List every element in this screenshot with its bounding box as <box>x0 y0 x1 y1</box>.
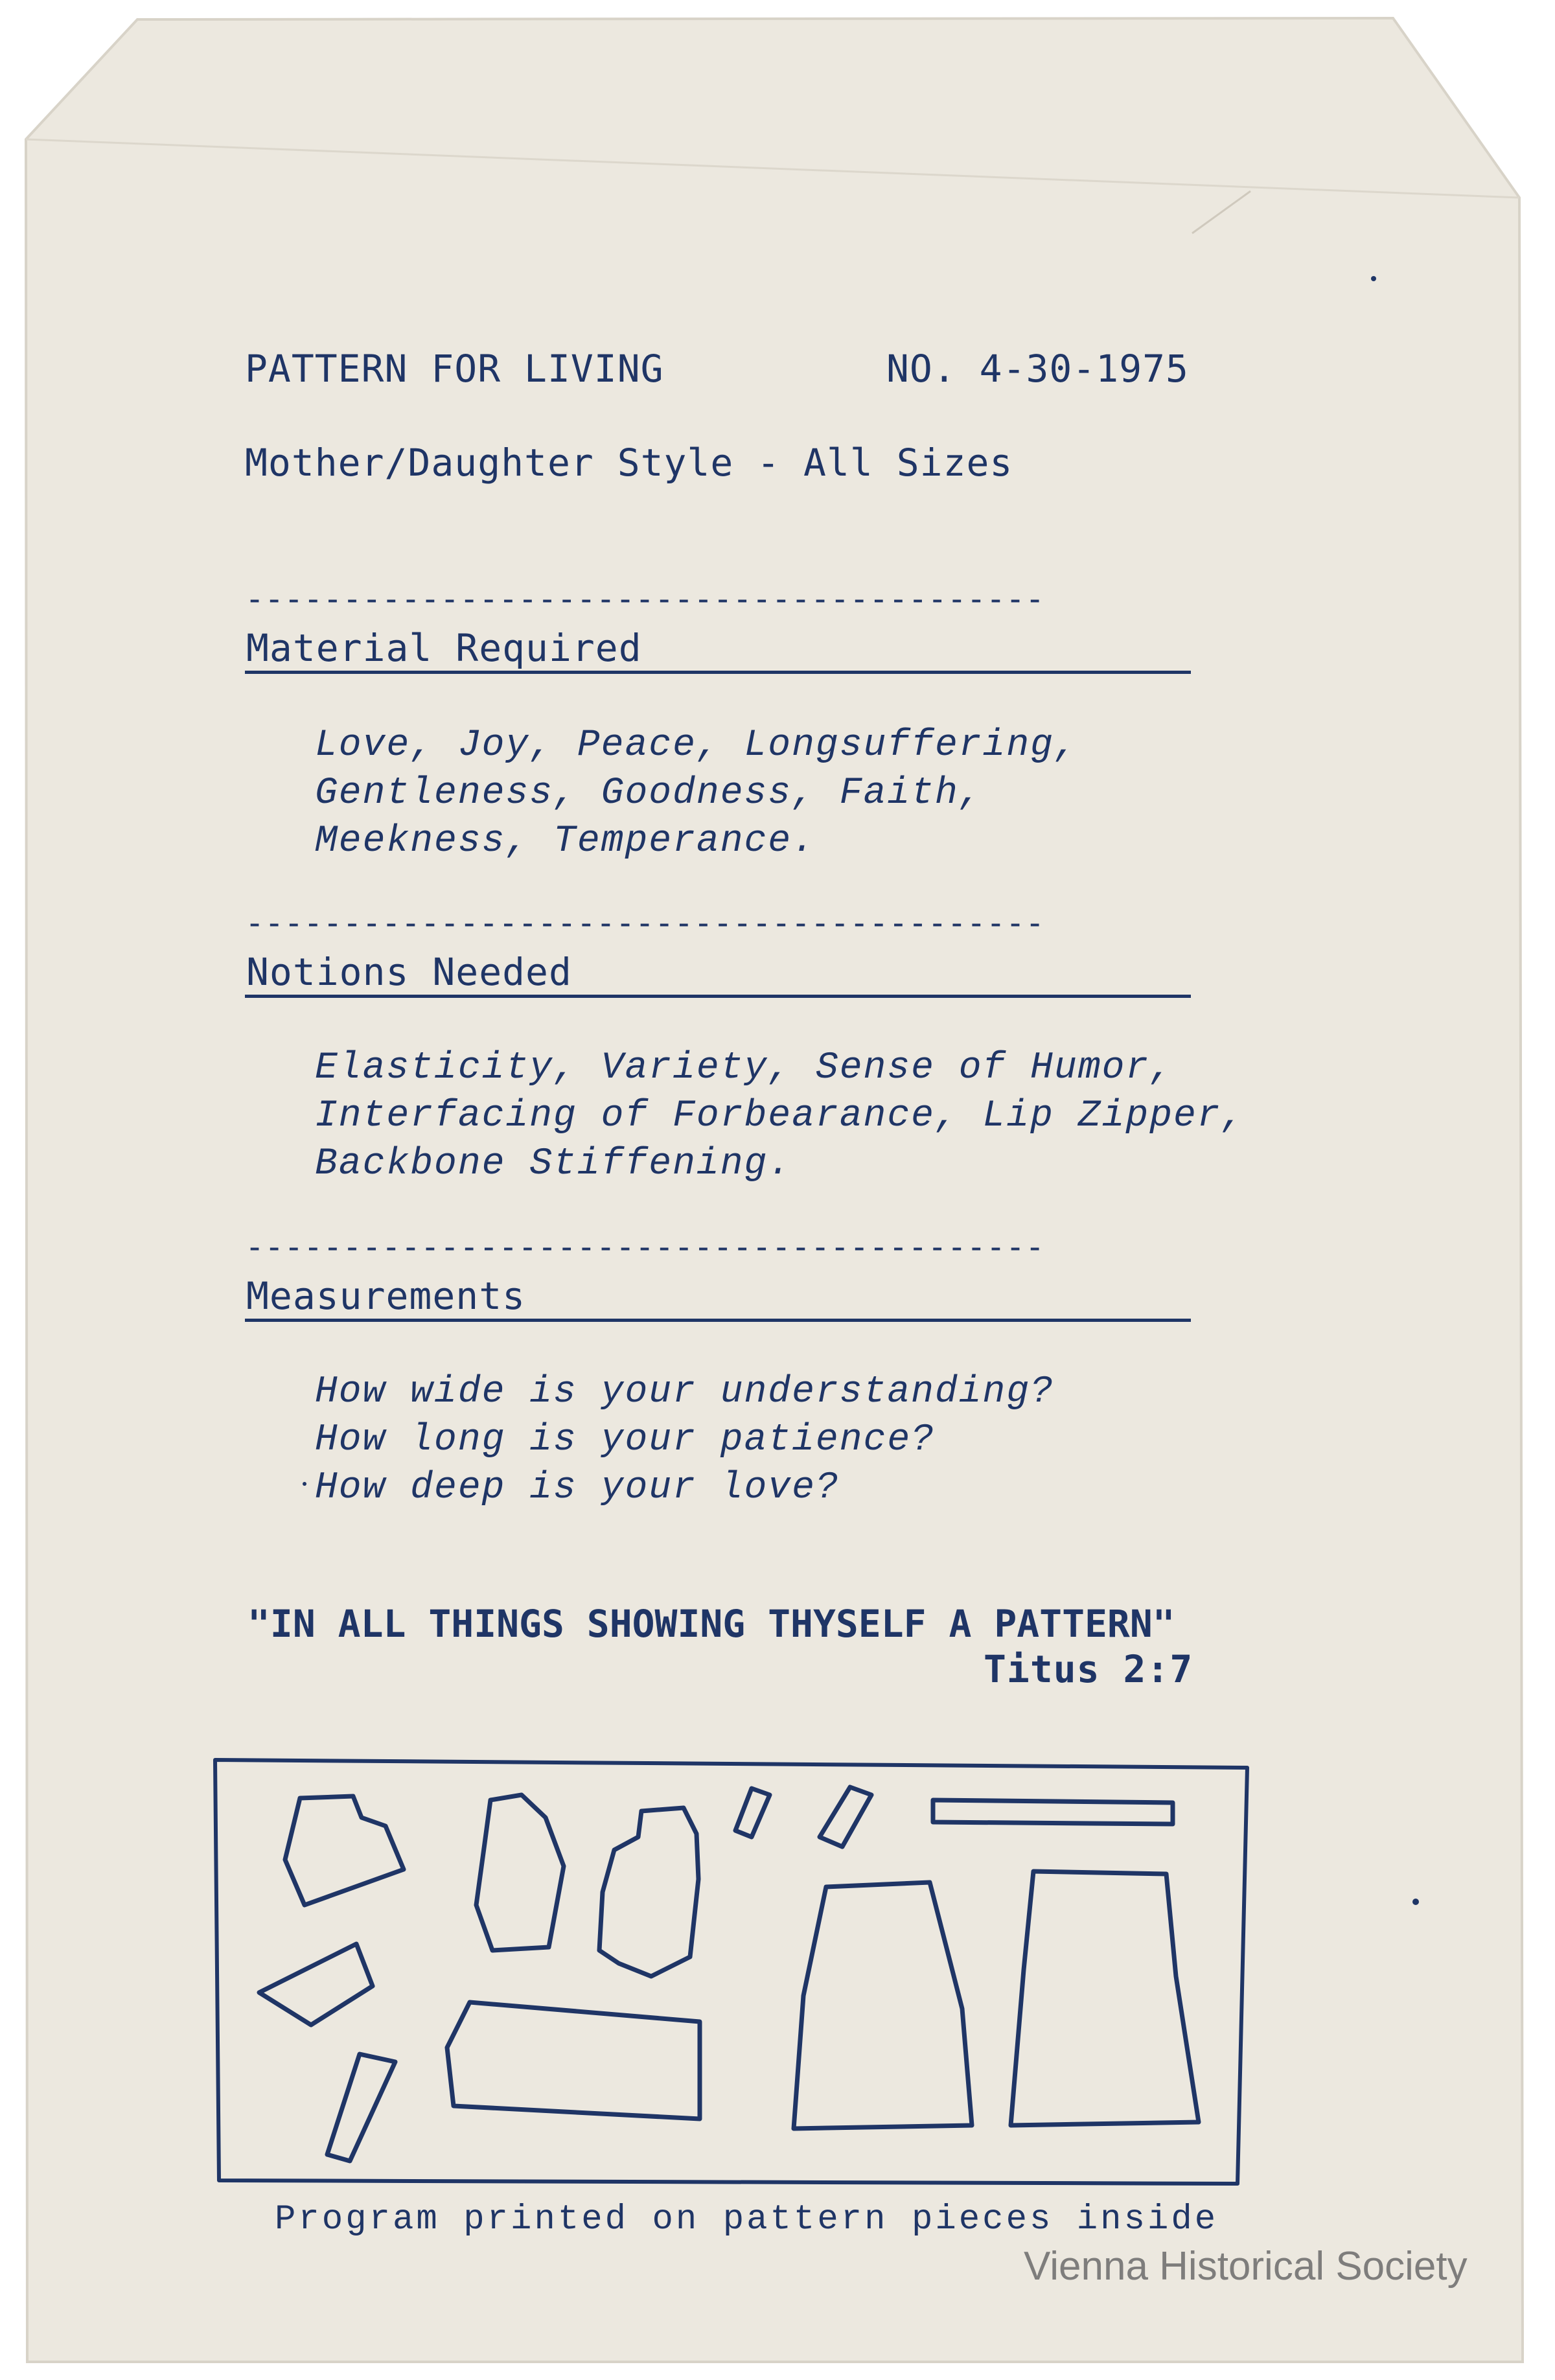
notions-heading: Notions Needed <box>246 950 572 994</box>
watermark: Vienna Historical Society <box>1024 2244 1468 2289</box>
material-heading: Material Required <box>246 626 642 670</box>
pattern-piece-skirt-front <box>794 1882 972 2129</box>
pattern-piece-facing <box>327 2054 395 2161</box>
section-divider: ----------------------------------------- <box>245 580 1045 618</box>
measurements-heading: Measurements <box>246 1274 526 1318</box>
pattern-piece-strap-small <box>735 1788 770 1837</box>
pattern-piece-sleeve <box>259 1944 373 2025</box>
pattern-number: NO. 4-30-1975 <box>886 347 1189 391</box>
pattern-subtitle: Mother/Daughter Style - All Sizes <box>245 441 1013 485</box>
scripture-quote: "IN ALL THINGS SHOWING THYSELF A PATTERN" <box>248 1602 1175 1646</box>
pattern-piece-rectangle <box>447 2002 700 2119</box>
inside-pieces-caption: Program printed on pattern pieces inside <box>275 2200 1219 2239</box>
ink-speck <box>1412 1899 1419 1905</box>
pattern-piece-collar <box>285 1796 404 1905</box>
ink-speck <box>1371 276 1376 281</box>
material-line-2: Gentleness, Goodness, Faith, <box>315 772 983 815</box>
measurements-line-1: How wide is your understanding? <box>315 1371 1054 1413</box>
pattern-piece-bodice-back <box>599 1808 698 1976</box>
pattern-piece-waistband <box>933 1800 1173 1824</box>
ink-speck <box>303 1482 306 1486</box>
measurements-line-2: How long is your patience? <box>315 1419 935 1461</box>
section-divider: ----------------------------------------- <box>245 1228 1045 1265</box>
section-divider: ----------------------------------------- <box>245 904 1045 942</box>
pattern-title: PATTERN FOR LIVING <box>245 347 664 391</box>
material-line-3: Meekness, Temperance. <box>315 820 816 862</box>
pattern-piece-skirt-back <box>1011 1871 1199 2125</box>
notions-line-2: Interfacing of Forbearance, Lip Zipper, <box>315 1095 1245 1137</box>
scripture-reference: Titus 2:7 <box>984 1647 1193 1691</box>
measurements-line-3: How deep is your love? <box>315 1467 840 1509</box>
pattern-piece-bodice-front <box>476 1795 564 1950</box>
notions-line-3: Backbone Stiffening. <box>315 1143 792 1185</box>
notions-line-1: Elasticity, Variety, Sense of Humor, <box>315 1047 1174 1089</box>
material-line-1: Love, Joy, Peace, Longsuffering, <box>315 724 1078 767</box>
pattern-piece-strap-angled <box>820 1787 871 1847</box>
